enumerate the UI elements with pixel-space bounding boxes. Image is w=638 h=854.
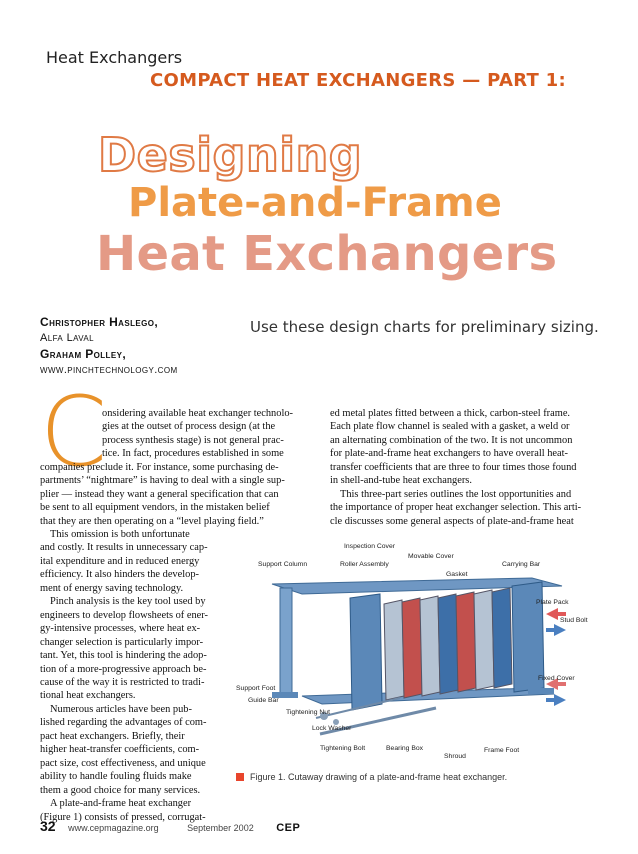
text-line: tional heat exchangers. (40, 690, 136, 702)
movable-cover-shape (350, 594, 382, 710)
label-guide-bar: Guide Bar (248, 697, 279, 704)
text-line: partments’ “nightmare” is having to deal with a single sup- (40, 475, 285, 487)
label-stud-bolt: Stud Bolt (560, 617, 588, 624)
text-line: plier — instead they want a general specification that can (40, 488, 279, 500)
title-line-3: Heat Exchangers (96, 226, 558, 282)
author-1-name: Christopher Haslego, (40, 315, 159, 329)
caption-marker-icon (236, 773, 244, 781)
text-line: Numerous articles have been pub- (50, 703, 192, 715)
text-line: efficiency. It also hinders the develop- (40, 569, 199, 581)
label-inspection-cover: Inspection Cover (344, 543, 396, 550)
text-line: cause of the way it is restricted to tradi- (40, 676, 205, 688)
author-2-affiliation: www.pinchtechnology.com (40, 364, 178, 376)
text-line: transfer coefficients that are three to four times those found (330, 461, 577, 473)
heat-exchanger-illustration (232, 538, 602, 770)
text-line: gies at the outset of process design (at the (102, 421, 276, 433)
right-column (330, 407, 604, 528)
label-roller-assembly: Roller Assembly (340, 561, 389, 568)
footer-site: www.cepmagazine.org (68, 823, 159, 833)
series-heading: COMPACT HEAT EXCHANGERS — PART 1: (150, 70, 567, 91)
footer-journal: CEP (276, 822, 301, 834)
text-line: higher heat-transfer coefficients, com- (40, 744, 200, 756)
outlet-arrow-icon (546, 624, 566, 636)
text-line: gy-intensive processes, where heat ex- (40, 623, 201, 635)
figure-caption (236, 772, 507, 782)
drop-cap: C (40, 376, 108, 488)
deck-subtitle: Use these design charts for preliminary sizing. (250, 318, 599, 336)
text-line: pact heat exchangers. Briefly, their (40, 730, 185, 742)
text-line: Pinch analysis is the key tool used by (50, 596, 206, 608)
label-support-foot: Support Foot (236, 685, 276, 692)
text-line: that they are then operating on a “level playing field.” (40, 515, 264, 527)
text-line: the importance of proper heat exchanger selection. This arti- (330, 502, 582, 514)
label-lock-washer: Lock Washer (312, 725, 352, 732)
label-gasket: Gasket (446, 571, 468, 578)
label-bearing-box: Bearing Box (386, 745, 424, 752)
text-line: companies preclude it. For instance, some purchasing de- (40, 462, 279, 473)
label-movable-cover: Movable Cover (408, 553, 454, 560)
text-line: (Figure 1) consists of pressed, corrugat- (40, 811, 206, 823)
text-line: be sent to all equipment vendors, in the mistaken belief (40, 502, 270, 514)
text-line: ital expenditure and in reduced energy (40, 555, 200, 567)
footer-date: September 2002 (187, 823, 254, 833)
text-line: process synthesis stage) is not general prac- (102, 434, 284, 446)
paragraph-1-continued (40, 461, 306, 528)
text-line: and costly. It results in unnecessary cap- (40, 542, 208, 554)
label-tightening-bolt: Tightening Bolt (320, 745, 366, 752)
frame-foot-shape (528, 688, 554, 694)
label-carrying-bar: Carrying Bar (502, 561, 541, 568)
text-line: tion of a more-progressive approach be- (40, 663, 207, 675)
text-line: A plate-and-frame heat exchanger (50, 798, 192, 810)
text-line: them a good choice for many services. (40, 784, 201, 796)
text-line: in shell-and-tube heat exchangers. (330, 475, 472, 487)
label-fixed-cover: Fixed Cover (538, 675, 575, 682)
text-line: ment of energy saving technology. (40, 582, 184, 594)
label-plate-pack: Plate Pack (536, 599, 569, 606)
text-line: ability to handle fouling fluids make (40, 771, 192, 783)
author-1-affiliation: Alfa Laval (40, 332, 95, 344)
caption-text: Figure 1. Cutaway drawing of a plate-and-frame heat exchanger. (250, 772, 508, 782)
outlet-arrow-icon (546, 694, 566, 706)
text-line: ed metal plates fitted between a thick, carbon-steel frame. (330, 408, 571, 419)
intro-lines (102, 407, 306, 461)
label-shroud: Shroud (444, 753, 466, 760)
author-block (40, 314, 178, 378)
author-2-name: Graham Polley, (40, 347, 127, 361)
text-line: pact size, cost effectiveness, and unique (40, 757, 206, 769)
figure-1 (232, 538, 602, 770)
title-line-2: Plate-and-Frame (128, 180, 502, 226)
text-line: for plate-and-frame heat exchangers to have overall heat- (330, 448, 568, 460)
page-number: 32 (40, 818, 56, 834)
text-line: This omission is both unfortunate (50, 529, 190, 540)
title-line-1: Designing (98, 128, 363, 182)
left-column-narrow (40, 528, 228, 824)
label-tightening-nut: Tightening Nut (286, 709, 330, 716)
text-line: tant. Yet, this tool is hindering the adop- (40, 650, 207, 662)
label-support-column: Support Column (258, 561, 308, 568)
label-frame-foot: Frame Foot (484, 747, 520, 754)
plate-pack-shape (384, 588, 512, 700)
text-line: an alternating combination of the two. It is not uncommon (330, 434, 573, 446)
section-label: Heat Exchangers (46, 48, 183, 67)
text-line: onsidering available heat exchanger technolo- (102, 408, 293, 419)
page-footer (40, 818, 300, 834)
text-line: changer selection is particularly impor- (40, 636, 204, 648)
text-line: tice. In fact, procedures established in some (102, 448, 284, 460)
text-line: Each plate flow channel is sealed with a gasket, a weld or (330, 421, 570, 433)
text-line: engineers to develop flowsheets of ener- (40, 609, 209, 621)
support-column-shape (280, 588, 292, 694)
text-line: cle discusses some general aspects of plate-and-frame heat (330, 515, 574, 527)
text-line: lished regarding the advantages of com- (40, 717, 207, 729)
text-line: This three-part series outlines the lost opportunities and (340, 488, 572, 500)
